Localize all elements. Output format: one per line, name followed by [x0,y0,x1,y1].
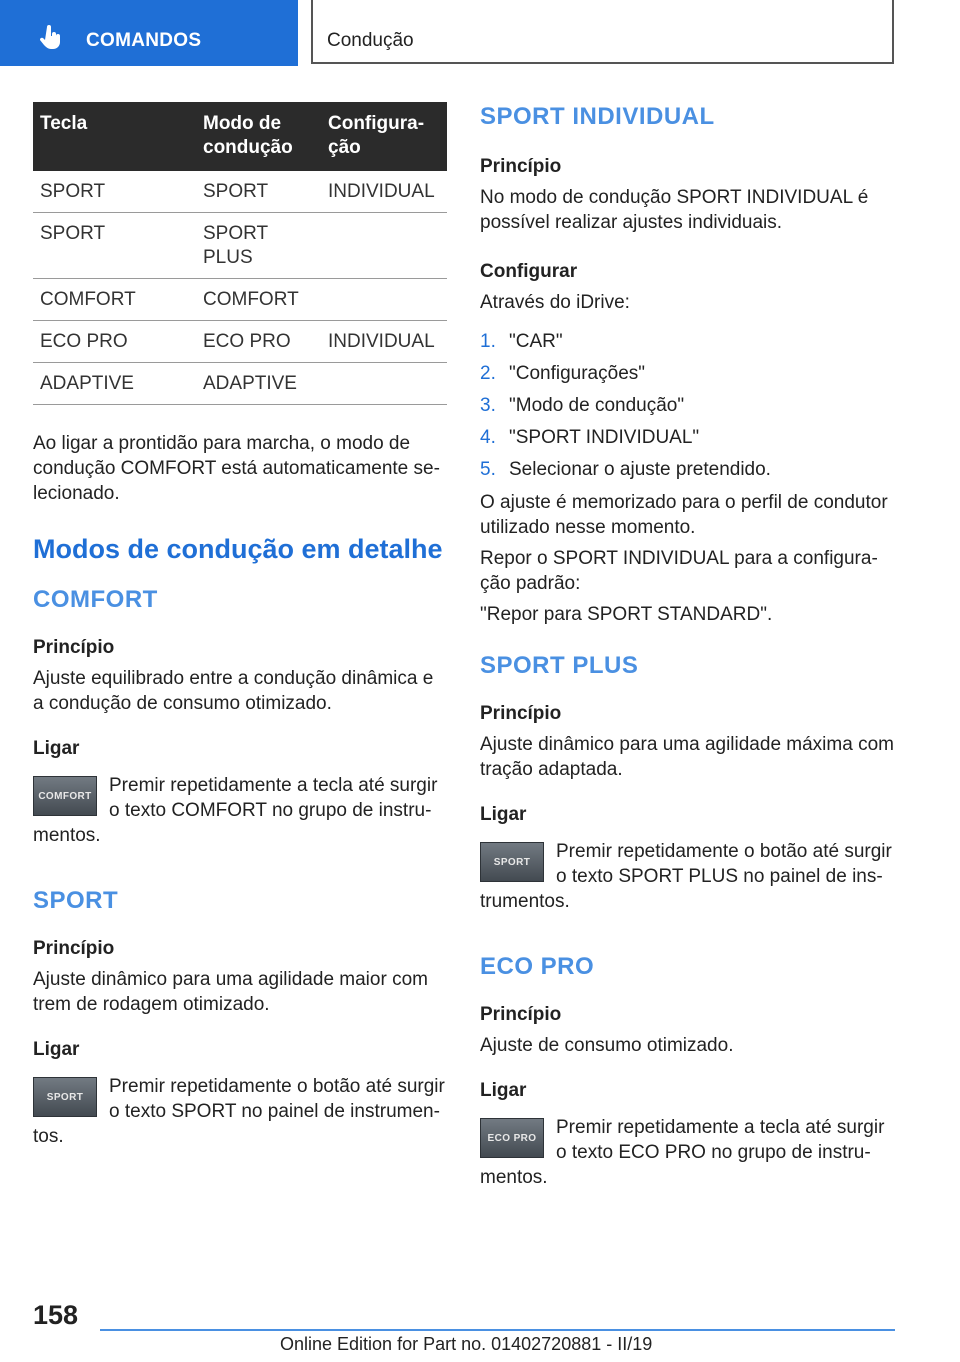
sport-on-text: Premir repetidamente o botão até surgir o texto SPORT no painel de instrumen-tos. [33,1076,445,1147]
sport-key-image: SPORT [33,1077,97,1117]
eco-pro-on-label: Ligar [480,1080,527,1101]
chapter-header [311,0,894,64]
eco-pro-on-instruction [480,1115,895,1190]
eco-pro-heading: ECO PRO [480,953,595,980]
sport-plus-principle-text: Ajuste dinâmico para uma agilidade máxima com tração adaptada. [480,734,894,780]
table-cell [321,279,447,321]
right-column [480,102,895,1190]
sport-on-instruction [33,1074,447,1149]
comfort-on-label: Ligar [33,738,80,759]
reset-command: "Repor para SPORT STANDARD". [480,604,773,625]
table-row [33,321,447,363]
table-header-cell: Modo de condução [196,102,321,171]
comfort-principle-label: Princípio [33,637,115,658]
table-cell [321,363,447,405]
table-row [33,213,447,279]
table-cell: SPORT PLUS [196,213,321,279]
section-tab[interactable] [0,0,298,66]
section-title: COMANDOS [86,30,202,51]
table-cell: INDIVIDUAL [321,321,447,363]
sport-plus-principle-label: Princípio [480,703,562,724]
sport-plus-heading: SPORT PLUS [480,652,639,679]
sport-principle-label: Princípio [33,938,115,959]
list-item: 5. Selecionar o ajuste pretendido. [480,459,771,480]
page-number: 158 [33,1300,79,1330]
touch-hand-icon [38,24,64,50]
footer-divider [100,1329,895,1331]
eco-pro-principle-text: Ajuste de consumo otimizado. [480,1035,734,1056]
table-cell: INDIVIDUAL [321,171,447,213]
table-cell: COMFORT [33,279,196,321]
eco-pro-on-text: Premir repetidamente a tecla até surgir o texto ECO PRO no grupo de instru-mentos. [480,1117,885,1188]
sport-individual-principle-label: Princípio [480,156,562,177]
table-header-row [33,102,447,171]
table-cell: ECO PRO [196,321,321,363]
table-cell: SPORT [33,213,196,279]
sport-individual-config-label: Configurar [480,261,578,282]
reset-paragraph: Repor o SPORT INDIVIDUAL para a configura-ção padrão: [480,548,878,594]
table-cell: SPORT [196,171,321,213]
sport-individual-principle-text: No modo de condução SPORT INDIVIDUAL é possível realizar ajustes individuais. [480,187,869,233]
table-row [33,171,447,213]
sport-plus-on-text: Premir repetidamente o botão até surgir o texto SPORT PLUS no painel de ins-trumentos. [480,841,892,912]
main-heading: Modos de condução em detalhe [33,534,443,564]
sport-plus-key-image: SPORT [480,842,544,882]
sport-heading: SPORT [33,887,119,914]
footer-edition-text: Online Edition for Part no. 01402720881 - II/19 [280,1334,653,1354]
intro-paragraph: Ao ligar a prontidão para marcha, o modo de condução COMFORT está automaticamente se-lecionado. [33,433,440,504]
comfort-on-instruction [33,773,447,848]
memo-paragraph: O ajuste é memorizado para o perfil de condutor utilizado nesse momento. [480,492,888,538]
sport-individual-via: Através do iDrive: [480,292,630,313]
sport-on-label: Ligar [33,1039,80,1060]
table-cell: ADAPTIVE [33,363,196,405]
table-cell: ECO PRO [33,321,196,363]
sport-plus-on-instruction [480,839,895,914]
table-cell: ADAPTIVE [196,363,321,405]
table-row [33,279,447,321]
eco-pro-principle-label: Princípio [480,1004,562,1025]
list-item: 3. "Modo de condução" [480,395,685,416]
table-row [33,363,447,405]
sport-individual-heading: SPORT INDIVIDUAL [480,103,715,130]
table-header-cell: Configura-ção [321,102,447,171]
table-cell [321,213,447,279]
comfort-key-image: COMFORT [33,776,97,816]
driving-modes-table [33,102,447,405]
left-column [33,102,447,1149]
footer-edition [280,1334,652,1355]
eco-pro-key-image: ECO PRO [480,1118,544,1158]
table-cell: SPORT [33,171,196,213]
table-header-cell: Tecla [33,102,196,171]
comfort-on-text: Premir repetidamente a tecla até surgir o texto COMFORT no grupo de instru-mentos. [33,775,438,846]
comfort-heading: COMFORT [33,586,158,613]
list-item: 4. "SPORT INDIVIDUAL" [480,427,700,448]
chapter-title: Condução [327,30,414,51]
sport-principle-text: Ajuste dinâmico para uma agilidade maior com trem de rodagem otimizado. [33,969,428,1015]
comfort-principle-text: Ajuste equilibrado entre a condução dinâmica e a condução de consumo otimizado. [33,668,434,714]
table-cell: COMFORT [196,279,321,321]
idrive-steps-list [480,329,895,482]
list-item: 2. "Configurações" [480,363,646,384]
list-item: 1. "CAR" [480,331,563,352]
sport-plus-on-label: Ligar [480,804,527,825]
